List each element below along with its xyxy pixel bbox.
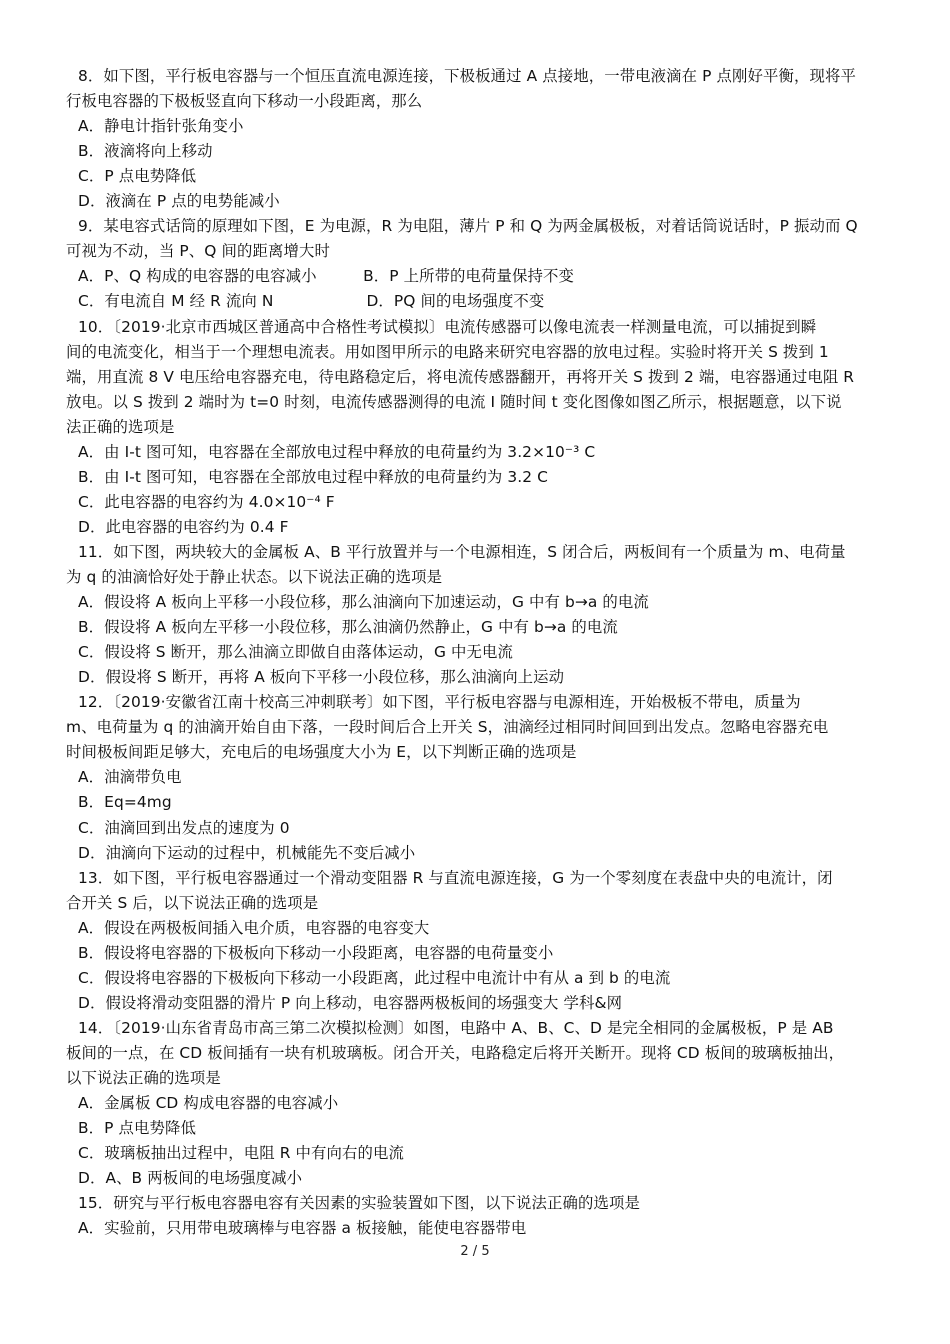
text-line: 12．〔2019·安徽省江南十校高三冲刺联考〕如下图，平行板电容器与电源相连，开始极板不带电，质量为 [78, 693, 801, 712]
answer-option-line: B．假设将 A 板向左平移一小段位移，那么油滴仍然静止，G 中有 b→a 的电流 [78, 618, 618, 637]
answer-option-line: A．假设将 A 板向上平移一小段位移，那么油滴向下加速运动，G 中有 b→a 的电流 [78, 593, 649, 612]
text-line: 板间的一点，在 CD 板间插有一块有机玻璃板。闭合开关，电路稳定后将开关断开。现将 CD 板间的玻璃板抽出， [66, 1043, 845, 1062]
answer-option-line: A．由 I-t 图可知，电容器在全部放电过程中释放的电荷量约为 3.2×10⁻³ C [78, 442, 596, 461]
text-line: 时间极板间距足够大，充电后的电场强度大小为 E，以下判断正确的选项是 [66, 743, 577, 762]
text-line: 9．某电容式话筒的原理如下图，E 为电源，R 为电阻，薄片 P 和 Q 为两金属极板，对着话筒说话时，P 振动而 Q [78, 217, 858, 236]
page-number: 2 / 5 [460, 1244, 490, 1259]
text-line: 10．〔2019·北京市西城区普通高中合格性考试模拟〕电流传感器可以像电流表一样测量电流，可以捕捉到瞬 [78, 317, 817, 336]
text-line: 13．如下图，平行板电容器通过一个滑动变阻器 R 与直流电源连接，G 为一个零刻度在表盘中央的电流计，闭 [78, 868, 833, 887]
answer-option-line: B．P 点电势降低 [78, 1119, 196, 1138]
text-line: 端，用直流 8 V 电压给电容器充电，待电路稳定后，将电流传感器翻开，再将开关 S 拨到 2 端，电容器通过电阻 R [66, 367, 855, 386]
text-line: 以下说法正确的选项是 [66, 1069, 221, 1087]
text-line: 14．〔2019·山东省青岛市高三第二次模拟检测〕如图，电路中 A、B、C、D 是完全相同的金属极板，P 是 AB [78, 1018, 834, 1037]
answer-option-line: B．Eq=4mg [78, 793, 172, 812]
answer-option-line: D．此电容器的电容约为 0.4 F [78, 517, 289, 536]
answer-option-line: D．假设将 S 断开，再将 A 板向下平移一小段位移，那么油滴向上运动 [78, 668, 565, 687]
answer-option-line: C．有电流自 M 经 R 流向 N D．PQ 间的电场强度不变 [78, 292, 545, 311]
answer-option-line: B．假设将电容器的下极板向下移动一小段距离，电容器的电荷量变小 [78, 943, 554, 962]
text-line: 法正确的选项是 [66, 417, 175, 436]
answer-option-line: C．油滴回到出发点的速度为 0 [78, 818, 290, 837]
text-line: 可视为不动，当 P、Q 间的距离增大时 [66, 242, 330, 261]
answer-option-line: A．金属板 CD 构成电容器的电容减小 [78, 1094, 339, 1113]
answer-option-line: A．P、Q 构成的电容器的电容减小 B．P 上所带的电荷量保持不变 [78, 267, 574, 286]
text-line: 8．如下图，平行板电容器与一个恒压直流电源连接，下极板通过 A 点接地，一带电液滴在 P 点刚好平衡，现将平 [78, 67, 856, 85]
answer-option-line: D．假设将滑动变阻器的滑片 P 向上移动，电容器两极板间的场强变大 学科&网 [78, 993, 623, 1012]
text-line: 15．研究与平行板电容器电容有关因素的实验装置如下图，以下说法正确的选项是 [78, 1194, 640, 1213]
answer-option-line: C．P 点电势降低 [78, 167, 197, 186]
text-line: 行板电容器的下极板竖直向下移动一小段距离，那么 [66, 92, 423, 111]
answer-option-line: C．此电容器的电容约为 4.0×10⁻⁴ F [78, 492, 335, 511]
answer-option-line: D．油滴向下运动的过程中，机械能先不变后减小 [78, 843, 416, 862]
answer-option-line: C．玻璃板抽出过程中，电阻 R 中有向右的电流 [78, 1144, 404, 1163]
answer-option-line: C．假设将 S 断开，那么油滴立即做自由落体运动，G 中无电流 [78, 643, 513, 662]
answer-option-line: A．油滴带负电 [78, 768, 182, 787]
answer-option-line: A．假设在两极板间插入电介质，电容器的电容变大 [78, 918, 430, 937]
text-line: 为 q 的油滴恰好处于静止状态。以下说法正确的选项是 [66, 568, 443, 586]
answer-option-line: C．假设将电容器的下极板向下移动一小段距离，此过程中电流计中有从 a 到 b 的电流 [78, 968, 671, 987]
answer-option-line: B．液滴将向上移动 [78, 142, 213, 161]
answer-option-line: A．静电计指针张角变小 [78, 117, 244, 136]
answer-option-line: D．液滴在 P 点的电势能减小 [78, 192, 280, 211]
text-line: m、电荷量为 q 的油滴开始自由下落，一段时间后合上开关 S，油滴经过相同时间回到出发点。忽略电容器充电 [66, 718, 829, 737]
answer-option-line: A．实验前，只用带电玻璃棒与电容器 a 板接触，能使电容器带电 [78, 1219, 527, 1238]
answer-option-line: B．由 I-t 图可知，电容器在全部放电过程中释放的电荷量约为 3.2 C [78, 467, 548, 486]
answer-option-line: D．A、B 两板间的电场强度减小 [78, 1169, 303, 1188]
text-line: 11．如下图，两块较大的金属板 A、B 平行放置并与一个电源相连，S 闭合后，两板间有一个质量为 m、电荷量 [78, 542, 846, 561]
text-line: 合开关 S 后，以下说法正确的选项是 [66, 893, 319, 912]
text-line: 放电。以 S 拨到 2 端时为 t=0 时刻，电流传感器测得的电流 I 随时间 t 变化图像如图乙所示，根据题意，以下说 [66, 392, 842, 411]
text-line: 间的电流变化，相当于一个理想电流表。用如图甲所示的电路来研究电容器的放电过程。实验时将开关 S 拨到 1 [66, 342, 829, 361]
